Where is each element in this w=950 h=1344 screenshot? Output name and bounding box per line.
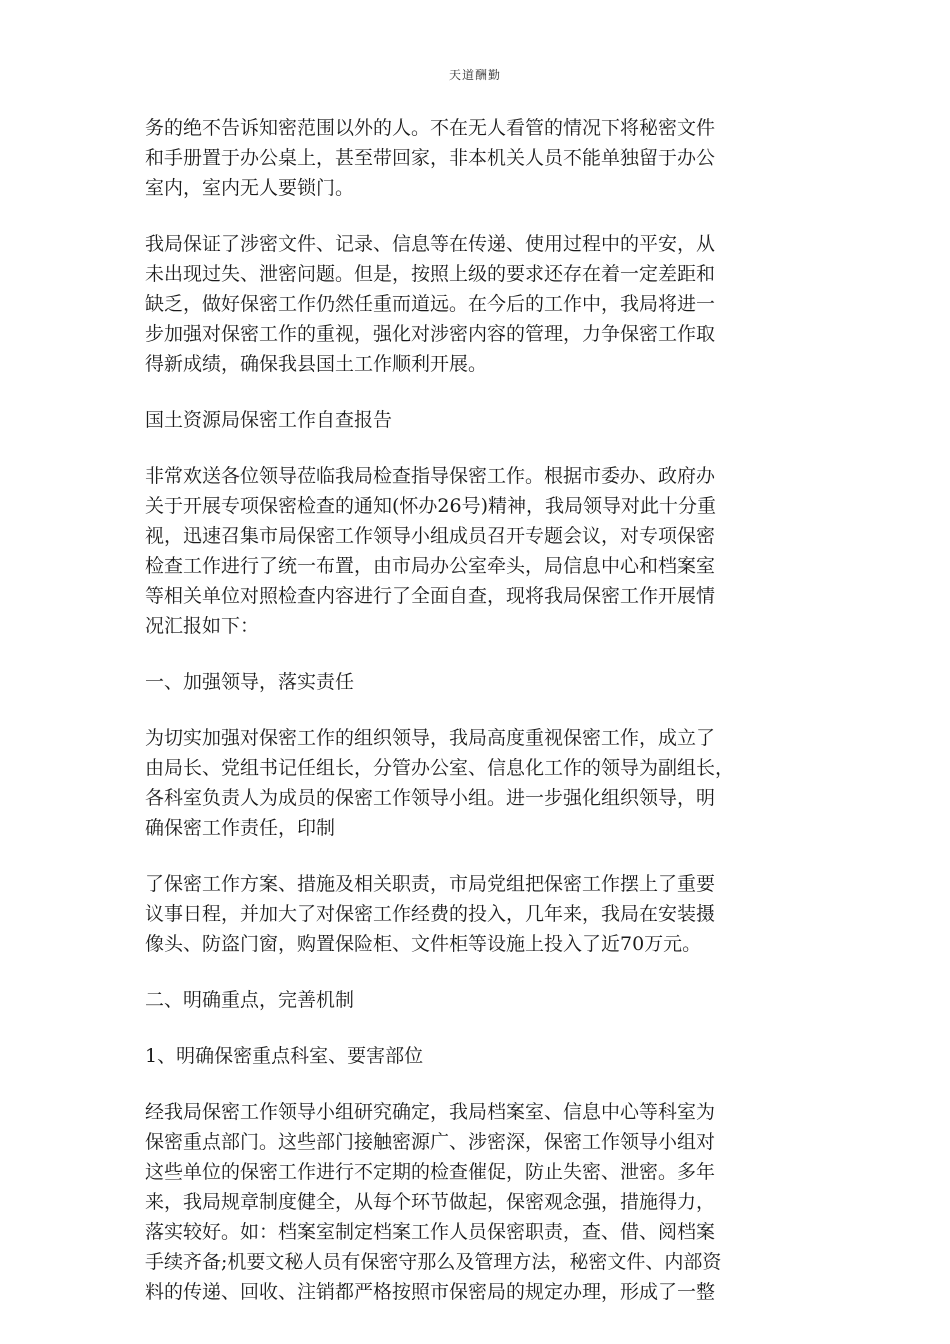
text-line: 步加强对保密工作的重视，强化对涉密内容的管理，力争保密工作取 [145,323,716,345]
text-line: 经我局保密工作领导小组研究确定，我局档案室、信息中心等科室为 [145,1101,716,1123]
text-line: 缺乏，做好保密工作仍然任重而道远。在今后的工作中，我局将进一 [145,293,716,315]
page-header: 天道酬勤 [448,68,501,82]
text-line: 保密重点部门。这些部门接触密源广、涉密深，保密工作领导小组对 [145,1131,716,1153]
text-line: 二、明确重点，完善机制 [145,989,355,1011]
text-line: 来，我局规章制度健全，从每个环节做起，保密观念强，措施得力， [145,1191,716,1213]
text-line: 检查工作进行了统一布置，由市局办公室牵头，局信息中心和档案室 [145,555,716,577]
text-line: 未出现过失、泄密问题。但是，按照上级的要求还存在着一定差距和 [145,263,716,285]
text-line: 况汇报如下： [145,615,260,637]
paragraph-investment [145,869,800,959]
text-line: 由局长、党组书记任组长，分管办公室、信息化工作的领导为副组长， [145,757,735,779]
text-line: 关于开展专项保密检查的通知(怀办26号)精神，我局领导对此十分重 [145,495,717,517]
text-line: 了保密工作方案、措施及相关职责，市局党组把保密工作摆上了重要 [145,873,716,895]
paragraph-introduction [145,461,800,641]
document-body [145,113,800,1333]
text-line: 等相关单位对照检查内容进行了全面自查，现将我局保密工作开展情 [145,585,716,607]
text-line: 非常欢送各位领导莅临我局检查指导保密工作。根据市委办、政府办 [145,465,716,487]
text-line: 1、明确保密重点科室、要害部位 [145,1045,424,1067]
text-line: 落实较好。如：档案室制定档案工作人员保密职责，查、借、阅档案 [145,1221,716,1243]
report-title [145,405,800,435]
text-line: 得新成绩，确保我县国土工作顺利开展。 [145,353,488,375]
section-heading-2 [145,985,800,1015]
text-line: 议事日程，并加大了对保密工作经费的投入，几年来，我局在安装摄 [145,903,716,925]
paragraph-key-departments [145,1097,800,1307]
subsection-heading-1 [145,1041,800,1071]
text-line: 一、加强领导，落实责任 [145,671,355,693]
text-line: 务的绝不告诉知密范围以外的人。不在无人看管的情况下将秘密文件 [145,117,716,139]
text-line: 我局保证了涉密文件、记录、信息等在传递、使用过程中的平安，从 [145,233,716,255]
paragraph-confidentiality-rules [145,113,800,203]
text-line: 视，迅速召集市局保密工作领导小组成员召开专题会议，对专项保密 [145,525,716,547]
paragraph-security-assurance [145,229,800,379]
text-line: 各科室负责人为成员的保密工作领导小组。进一步强化组织领导，明 [145,787,716,809]
paragraph-leadership-group [145,723,800,843]
text-line: 国土资源局保密工作自查报告 [145,409,393,431]
text-line: 手续齐备;机要文秘人员有保密守那么及管理方法，秘密文件、内部资 [145,1251,722,1273]
text-line: 为切实加强对保密工作的组织领导，我局高度重视保密工作，成立了 [145,727,716,749]
text-line: 室内，室内无人要锁门。 [145,177,355,199]
text-line: 确保密工作责任，印制 [145,817,336,839]
text-line: 料的传递、回收、注销都严格按照市保密局的规定办理，形成了一整 [145,1281,716,1303]
text-line: 这些单位的保密工作进行不定期的检查催促，防止失密、泄密。多年 [145,1161,716,1183]
text-line: 和手册置于办公桌上，甚至带回家，非本机关人员不能单独留于办公 [145,147,716,169]
text-line: 像头、防盗门窗，购置保险柜、文件柜等设施上投入了近70万元。 [145,933,702,955]
section-heading-1 [145,667,800,697]
